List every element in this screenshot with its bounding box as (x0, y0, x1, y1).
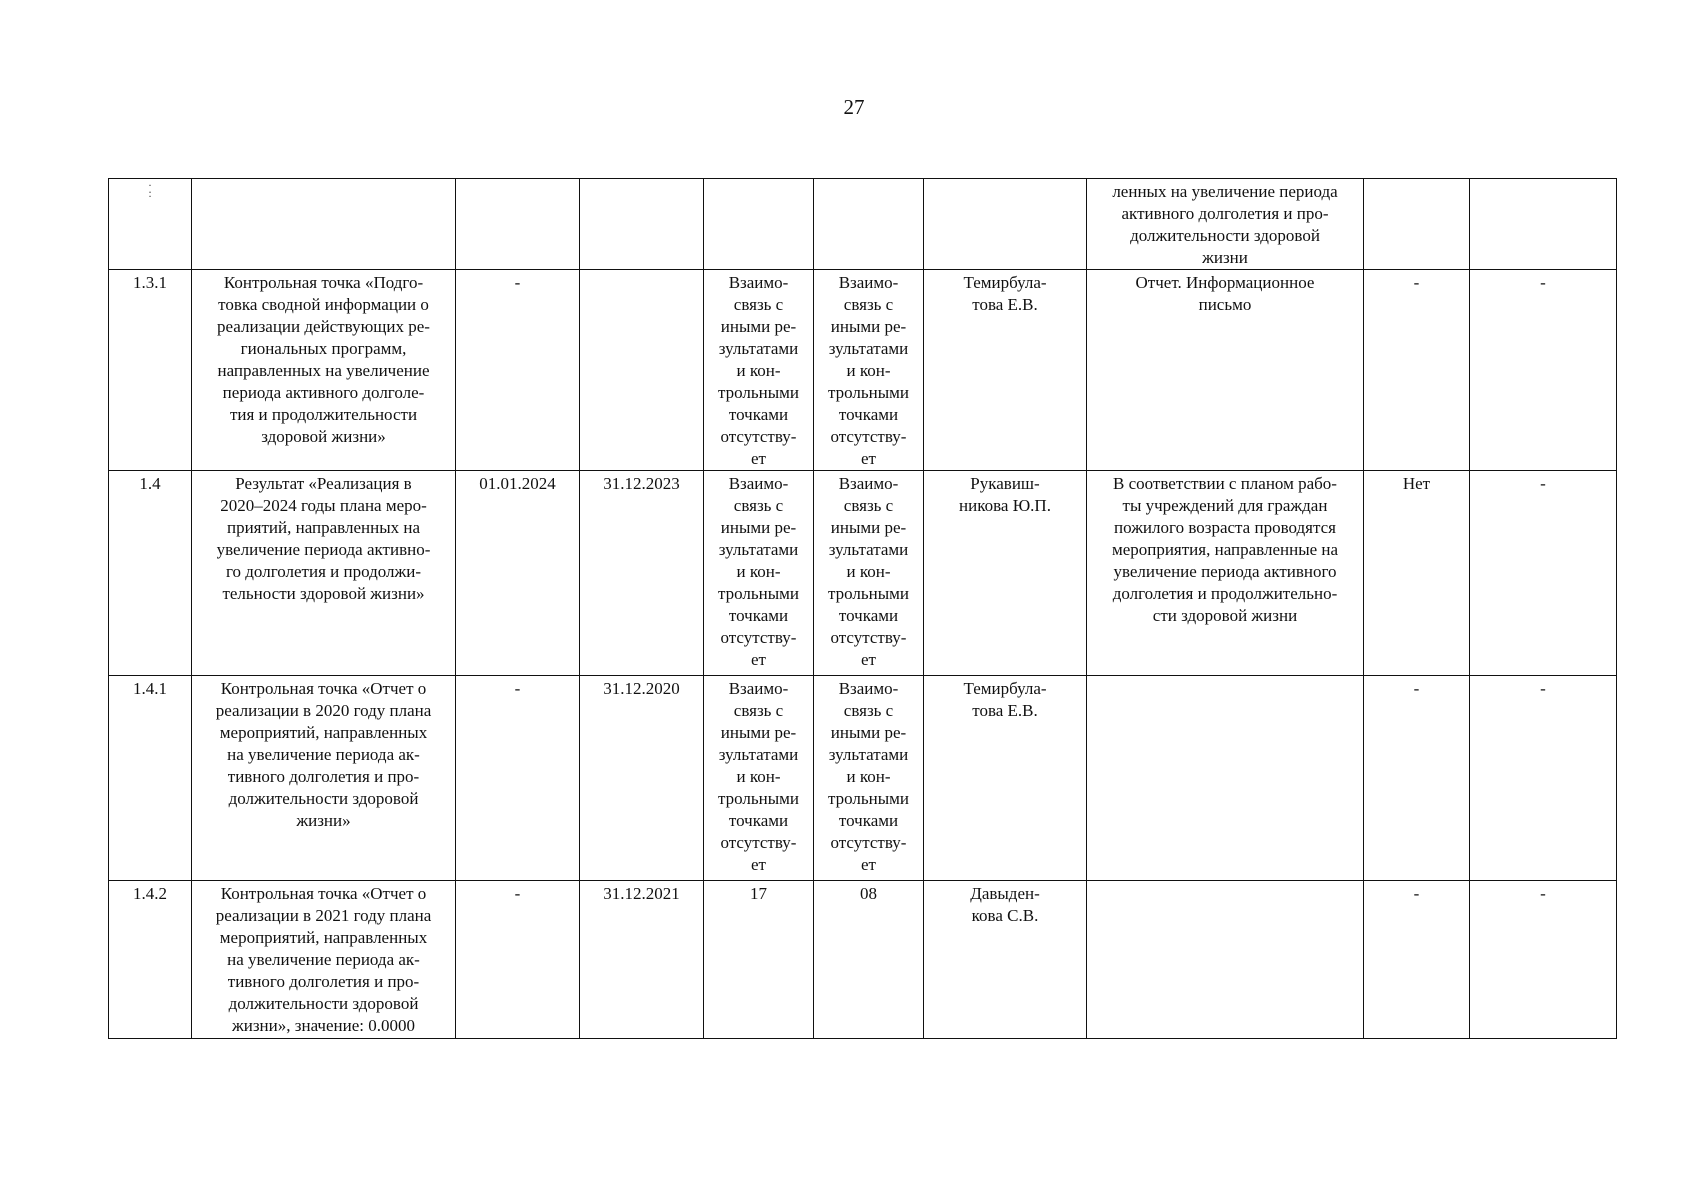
cell-col9: Нет (1364, 471, 1470, 676)
cell-num: 1.4.2 (109, 881, 192, 1039)
cell-end (580, 179, 704, 270)
cell-start (456, 179, 580, 270)
table-row (109, 270, 1617, 471)
cell-succ (814, 179, 924, 270)
cell-num: 1.4 (109, 471, 192, 676)
cell-start: 01.01.2024 (456, 471, 580, 676)
cell-desc (1087, 676, 1364, 881)
cell-num: 1.4.1 (109, 676, 192, 881)
cell-start: - (456, 881, 580, 1039)
table-row (109, 881, 1617, 1039)
cell-start: - (456, 676, 580, 881)
cell-col9: - (1364, 881, 1470, 1039)
cell-name: Контрольная точка «Отчет о реализации в 2020 году плана мероприятий, направленных на увеличение периода ак- тивного долголетия и про- должительности здоровой жизни» (192, 676, 456, 881)
table-row-continuation (109, 179, 1617, 270)
cell-resp (924, 179, 1087, 270)
cell-end: 31.12.2020 (580, 676, 704, 881)
cell-col9 (1364, 179, 1470, 270)
cell-desc: В соответствии с планом рабо- ты учреждений для граждан пожилого возраста проводятся мероприятия, направленные на увеличение периода активного долголетия и продолжительно- сти здоровой жизни (1087, 471, 1364, 676)
cell-succ: Взаимо- связь с иными ре- зультатами и кон- трольными точками отсутству- ет (814, 270, 924, 471)
cell-col10: - (1470, 881, 1617, 1039)
table-row (109, 471, 1617, 676)
cell-desc (1087, 881, 1364, 1039)
continuation-description: ленных на увеличение периода активного долголетия и про- должительности здоровой жизни (1112, 182, 1338, 267)
cell-col10: - (1470, 270, 1617, 471)
cell-col10 (1470, 179, 1617, 270)
cell-col9: - (1364, 270, 1470, 471)
page-number: 27 (843, 95, 865, 119)
cell-pred: Взаимо- связь с иными ре- зультатами и кон- трольными точками отсутству- ет (704, 471, 814, 676)
cell-col9: - (1364, 676, 1470, 881)
plan-table (108, 178, 1617, 1039)
cell-col10: - (1470, 676, 1617, 881)
cell-resp: Давыден- кова С.В. (924, 881, 1087, 1039)
cell-succ: Взаимо- связь с иными ре- зультатами и кон- трольными точками отсутству- ет (814, 676, 924, 881)
cell-col10: - (1470, 471, 1617, 676)
table-row (109, 676, 1617, 881)
cell-name: Результат «Реализация в 2020–2024 годы плана меро- приятий, направленных на увеличение периода активно- го долголетия и продолжи- тельности здоровой жизни» (192, 471, 456, 676)
cell-end (580, 270, 704, 471)
cell-resp: Темирбула- това Е.В. (924, 270, 1087, 471)
cell-pred: Взаимо- связь с иными ре- зультатами и кон- трольными точками отсутству- ет (704, 270, 814, 471)
cell-resp: Темирбула- това Е.В. (924, 676, 1087, 881)
cell-end: 31.12.2023 (580, 471, 704, 676)
cell-pred: 17 (704, 881, 814, 1039)
cell-start: - (456, 270, 580, 471)
cell-num (109, 179, 192, 270)
cell-name: Контрольная точка «Отчет о реализации в 2021 году плана мероприятий, направленных на увеличение периода ак- тивного долголетия и про- должительности здоровой жизни», значение: 0.0000 (192, 881, 456, 1039)
cell-desc: Отчет. Информационное письмо (1087, 270, 1364, 471)
cell-pred: Взаимо- связь с иными ре- зультатами и кон- трольными точками отсутству- ет (704, 676, 814, 881)
cell-succ: 08 (814, 881, 924, 1039)
cell-pred (704, 179, 814, 270)
cell-resp: Рукавиш- никова Ю.П. (924, 471, 1087, 676)
cell-desc (1087, 179, 1364, 270)
cell-num: 1.3.1 (109, 270, 192, 471)
cell-succ: Взаимо- связь с иными ре- зультатами и кон- трольными точками отсутству- ет (814, 471, 924, 676)
cell-end: 31.12.2021 (580, 881, 704, 1039)
cell-name (192, 179, 456, 270)
cell-name: Контрольная точка «Подго- товка сводной информации о реализации действующих ре- гиональных программ, направленных на увеличение периода активного долголе- тия и продолжительности здоровой жизни» (192, 270, 456, 471)
continuation-dots: · : (148, 178, 152, 200)
